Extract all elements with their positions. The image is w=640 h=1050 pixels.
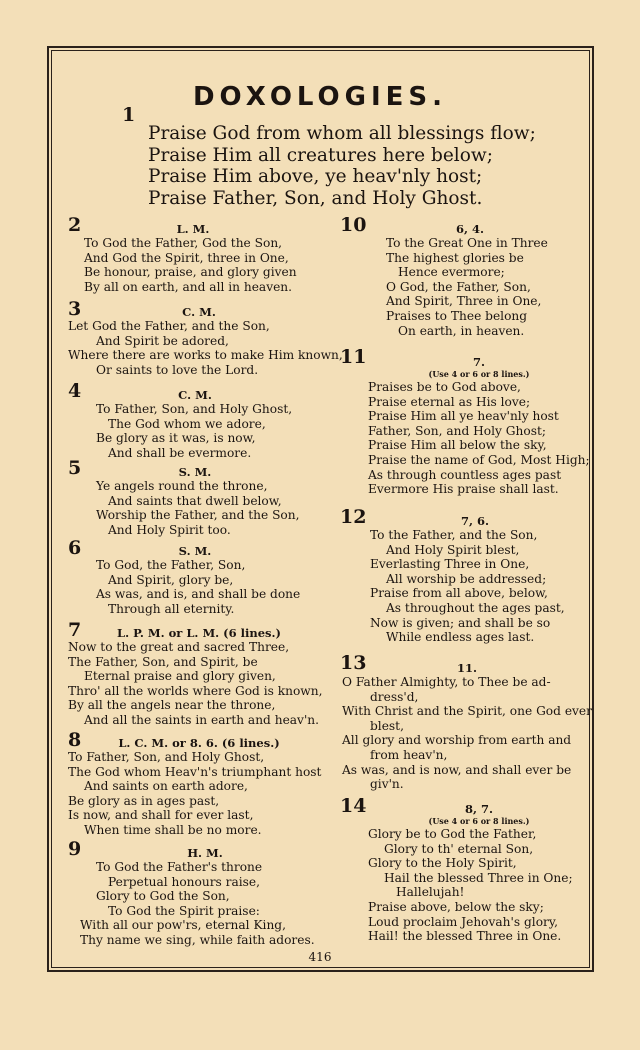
verse-line: Father, Son, and Holy Ghost; xyxy=(368,423,546,438)
doxology-6 xyxy=(80,545,310,616)
verse-line: On earth, in heaven. xyxy=(398,323,525,338)
verse-line: And all the saints in earth and heav'n. xyxy=(84,712,320,727)
verse-line: While endless ages last. xyxy=(386,630,535,645)
meter-label: 8, 7. xyxy=(464,802,493,816)
usage-note: (Use 4 or 6 or 8 lines.) xyxy=(428,816,530,826)
verse-line: To Father, Son, and Holy Ghost, xyxy=(96,402,293,416)
verse-line: All glory and worship from earth and xyxy=(342,733,572,748)
verse-line: Where there are works to make Him known, xyxy=(68,348,343,363)
verse-line: blest, xyxy=(370,718,404,733)
verse-line: To the Father, and the Son, xyxy=(370,528,538,542)
verse-line: When time shall be no more. xyxy=(84,822,262,837)
verse-line: Praises be to God above, xyxy=(368,380,521,394)
verse-line: O God, the Father, Son, xyxy=(386,279,531,294)
verse-line: Praises to Thee belong xyxy=(386,308,528,323)
verse-line: giv'n. xyxy=(370,777,404,792)
meter-label: S. M. xyxy=(178,544,212,558)
hymn-number: 9 xyxy=(68,838,82,860)
verse-line: Loud proclaim Jehovah's glory, xyxy=(368,914,559,929)
doxology-5 xyxy=(80,466,310,537)
hymn-number: 10 xyxy=(340,214,367,236)
doxology-9 xyxy=(80,847,330,948)
hymn-number: 2 xyxy=(68,214,82,236)
verse-line: Praise Him all creatures here below; xyxy=(148,144,493,166)
verse-line: To God, the Father, Son, xyxy=(96,558,246,572)
verse-line: With Christ and the Spirit, one God ever xyxy=(342,704,592,719)
verse-line: Praise above, below the sky; xyxy=(368,899,544,914)
page-number: 416 xyxy=(308,950,332,964)
doxology-2 xyxy=(68,223,318,294)
verse-line: And Spirit, Three in One, xyxy=(386,294,542,309)
hymn-number: 7 xyxy=(68,619,82,641)
meter-label: L. M. xyxy=(176,222,210,236)
verse-line: Glory be to God the Father, xyxy=(368,827,537,841)
verse-line: The God whom we adore, xyxy=(108,416,266,431)
verse-line: To the Great One in Three xyxy=(386,236,548,250)
verse-line: And Holy Spirit blest, xyxy=(386,542,520,557)
verse-line: Glory to the Holy Spirit, xyxy=(368,856,517,871)
verse-line: Praise from all above, below, xyxy=(370,586,548,601)
meter-label: C. M. xyxy=(182,305,216,319)
verse-line: By all the angels near the throne, xyxy=(68,698,276,713)
verse-line: Hail! the blessed Three in One. xyxy=(368,929,562,944)
meter-label: 6, 4. xyxy=(455,222,484,236)
verse-line: As through countless ages past xyxy=(368,467,562,482)
hymn-number: 11 xyxy=(340,346,367,368)
page-title: DOXOLOGIES. xyxy=(192,82,448,112)
verse-line: Ye angels round the throne, xyxy=(96,479,268,493)
hymn-number-1: 1 xyxy=(122,104,136,126)
verse-line: Perpetual honours raise, xyxy=(108,874,260,889)
verse-line: Hail the blessed Three in One; xyxy=(384,870,573,885)
meter-label: L. P. M. or L. M. (6 lines.) xyxy=(117,626,281,640)
meter-label: S. M. xyxy=(178,465,212,479)
verse-line: Worship the Father, and the Son, xyxy=(96,508,300,523)
verse-line: The highest glories be xyxy=(386,250,524,265)
verse-line: And God the Spirit, three in One, xyxy=(84,250,289,265)
verse-line: With all our pow'rs, eternal King, xyxy=(80,918,286,933)
verse-line: To God the Father's throne xyxy=(96,860,263,874)
verse-line: The God whom Heav'n's triumphant host xyxy=(68,764,322,779)
doxology-13 xyxy=(342,662,592,792)
doxology-8 xyxy=(68,737,330,838)
verse-line: All worship be addressed; xyxy=(386,571,547,586)
meter-label: L. C. M. or 8. 6. (6 lines.) xyxy=(118,736,280,750)
verse-line: Hallelujah! xyxy=(396,885,465,900)
verse-line: And saints that dwell below, xyxy=(108,493,282,508)
verse-line: And saints on earth adore, xyxy=(84,779,248,794)
verse-line: Evermore His praise shall last. xyxy=(368,482,559,497)
verse-line: To God the Spirit praise: xyxy=(108,903,260,918)
doxology-12 xyxy=(370,515,580,645)
verse-line: from heav'n, xyxy=(370,747,448,762)
verse-line: As was, and is, and shall be done xyxy=(96,587,301,602)
hymn-number: 12 xyxy=(340,506,367,528)
hymn-number: 3 xyxy=(68,298,82,320)
verse-line: Let God the Father, and the Son, xyxy=(68,319,270,333)
usage-note: (Use 4 or 6 or 8 lines.) xyxy=(428,369,530,379)
verse-line: Thro' all the worlds where God is known, xyxy=(68,683,323,698)
verse-line: Now to the great and sacred Three, xyxy=(68,640,290,654)
verse-line: Praise God from whom all blessings flow; xyxy=(148,123,536,144)
hymn-number: 6 xyxy=(68,537,82,559)
verse-line: To God the Father, God the Son, xyxy=(84,236,283,250)
verse-line: Be honour, praise, and glory given xyxy=(84,265,297,280)
meter-label: C. M. xyxy=(178,388,212,402)
verse-line: And shall be evermore. xyxy=(108,445,252,460)
verse-line: Is now, and shall for ever last, xyxy=(68,808,254,823)
verse-line: Glory to th' eternal Son, xyxy=(384,841,534,856)
meter-label: H. M. xyxy=(187,846,223,860)
verse-line: Be glory as it was, is now, xyxy=(96,431,256,446)
verse-line: Be glory as in ages past, xyxy=(68,793,220,808)
verse-line: To Father, Son, and Holy Ghost, xyxy=(68,750,265,764)
verse-line: And Holy Spirit too. xyxy=(108,522,231,537)
verse-line: Everlasting Three in One, xyxy=(370,557,530,572)
hymn-number: 14 xyxy=(340,795,367,817)
doxology-7 xyxy=(68,627,330,728)
verse-line: Now is given; and shall be so xyxy=(370,615,551,630)
verse-line: As was, and is now, and shall ever be xyxy=(342,762,572,777)
verse-line: Eternal praise and glory given, xyxy=(84,669,276,684)
verse-line: Through all eternity. xyxy=(108,601,235,616)
doxology-14 xyxy=(368,803,590,944)
doxology-11 xyxy=(368,356,590,497)
verse-line: The Father, Son, and Spirit, be xyxy=(68,654,258,669)
doxology-4 xyxy=(80,389,310,460)
meter-label: 7, 6. xyxy=(460,514,489,528)
hymn-number: 8 xyxy=(68,729,82,751)
verse-line: And Spirit be adored, xyxy=(96,333,229,348)
verse-line: Or saints to love the Lord. xyxy=(96,362,259,377)
verse-line: Thy name we sing, while faith adores. xyxy=(80,932,315,947)
verse-line: dress'd, xyxy=(370,689,419,704)
doxology-3 xyxy=(68,305,343,377)
hymn-number: 4 xyxy=(68,380,82,402)
verse-line: Praise Him all ye heav'nly host xyxy=(368,409,559,424)
verse-line: By all on earth, and all in heaven. xyxy=(84,279,293,294)
verse-line: As throughout the ages past, xyxy=(386,600,565,615)
verse-line: Glory to God the Son, xyxy=(96,889,230,904)
doxology-10 xyxy=(370,223,570,338)
verse-line: Praise eternal as His love; xyxy=(368,394,531,409)
hymn-number: 13 xyxy=(340,652,367,674)
main-doxology xyxy=(148,123,536,209)
verse-line: And Spirit, glory be, xyxy=(108,572,234,587)
hymn-number: 5 xyxy=(68,457,82,479)
verse-line: Praise Him all below the sky, xyxy=(368,438,547,453)
verse-line: Praise Him above, ye heav'nly host; xyxy=(148,166,483,187)
meter-label: 7. xyxy=(472,355,485,369)
verse-line: O Father Almighty, to Thee be ad- xyxy=(342,675,551,689)
verse-line: Praise the name of God, Most High; xyxy=(368,452,590,467)
meter-label: 11. xyxy=(456,661,477,675)
verse-line: Praise Father, Son, and Holy Ghost. xyxy=(148,187,483,209)
verse-line: Hence evermore; xyxy=(398,265,505,280)
